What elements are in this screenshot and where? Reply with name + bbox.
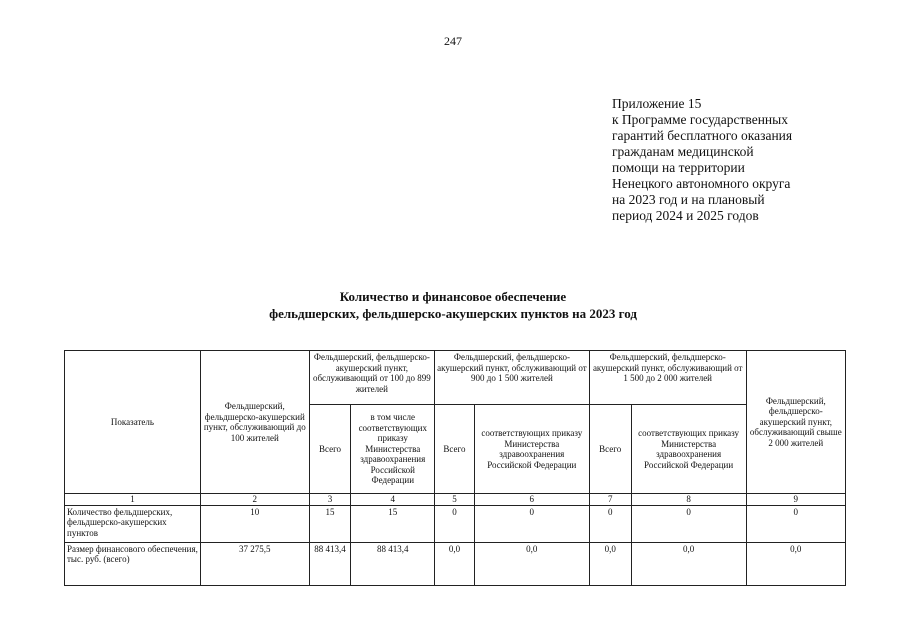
appendix-line: к Программе государственных — [612, 112, 788, 127]
table-row — [65, 505, 846, 542]
table-cell: 0,0 — [631, 542, 746, 585]
header-indicator: Показатель — [65, 351, 201, 494]
header-group-100-899: Фельдшерский, фельдшерско-акушерский пункт, обслуживающий от 100 до 899 жителей — [309, 351, 434, 405]
table-cell: 88 413,4 — [351, 542, 435, 585]
header-total-1500-2000: Всего — [589, 405, 631, 494]
column-number: 5 — [435, 494, 475, 506]
document-title — [0, 288, 906, 322]
table-cell: 0,0 — [435, 542, 475, 585]
appendix-line: период 2024 и 2025 годов — [612, 208, 759, 223]
table-cell: 0,0 — [589, 542, 631, 585]
header-sub-1500-2000: соответствующих приказу Министерства здравоохранения Российской Федерации — [631, 405, 746, 494]
title-line-2: фельдшерских, фельдшерско-акушерских пунктов на 2023 год — [269, 306, 637, 321]
appendix-line: Приложение 15 — [612, 96, 702, 111]
table-cell: 10 — [200, 505, 309, 542]
appendix-line: гарантий бесплатного оказания — [612, 128, 793, 143]
header-total-900-1500: Всего — [435, 405, 475, 494]
appendix-line: на 2023 год и на плановый — [612, 192, 765, 207]
title-line-1: Количество и финансовое обеспечение — [339, 289, 567, 304]
column-number: 9 — [746, 494, 845, 506]
column-number: 7 — [589, 494, 631, 506]
appendix-line: Ненецкого автономного округа — [612, 176, 791, 191]
header-group-1500-2000: Фельдшерский, фельдшерско-акушерский пункт, обслуживающий от 1 500 до 2 000 жителей — [589, 351, 746, 405]
header-over-2000: Фельдшерский, фельдшерско-акушерский пункт, обслуживающий свыше 2 000 жителей — [746, 351, 845, 494]
header-sub-900-1500: соответствующих приказу Министерства здравоохранения Российской Федерации — [474, 405, 589, 494]
table-cell: 0,0 — [474, 542, 589, 585]
row-label-funding: Размер финансового обеспечения, тыс. руб. (всего) — [65, 542, 201, 585]
table-cell: 0,0 — [746, 542, 845, 585]
page-number: 247 — [444, 34, 462, 48]
table-cell: 0 — [474, 505, 589, 542]
table-cell: 15 — [309, 505, 351, 542]
table-cell: 0 — [746, 505, 845, 542]
data-table — [64, 350, 846, 586]
column-number: 2 — [200, 494, 309, 506]
appendix-note — [612, 96, 832, 224]
table-cell: 0 — [589, 505, 631, 542]
table-cell: 37 275,5 — [200, 542, 309, 585]
header-sub-100-899: в том числе соответствующих приказу Министерства здравоохранения Российской Федерации — [351, 405, 435, 494]
table-cell: 88 413,4 — [309, 542, 351, 585]
header-total-100-899: Всего — [309, 405, 351, 494]
row-label-count: Количество фельдшерских, фельдшерско-акушерских пунктов — [65, 505, 201, 542]
column-number: 1 — [65, 494, 201, 506]
column-number: 8 — [631, 494, 746, 506]
column-number: 6 — [474, 494, 589, 506]
column-number: 3 — [309, 494, 351, 506]
appendix-line: помощи на территории — [612, 160, 745, 175]
table-cell: 15 — [351, 505, 435, 542]
column-number: 4 — [351, 494, 435, 506]
table-cell: 0 — [631, 505, 746, 542]
header-group-900-1500: Фельдшерский, фельдшерско-акушерский пункт, обслуживающий от 900 до 1 500 жителей — [435, 351, 590, 405]
table-cell: 0 — [435, 505, 475, 542]
header-up-to-100: Фельдшерский, фельдшерско-акушерский пункт, обслуживающий до 100 жителей — [200, 351, 309, 494]
appendix-line: гражданам медицинской — [612, 144, 754, 159]
table-row — [65, 542, 846, 585]
